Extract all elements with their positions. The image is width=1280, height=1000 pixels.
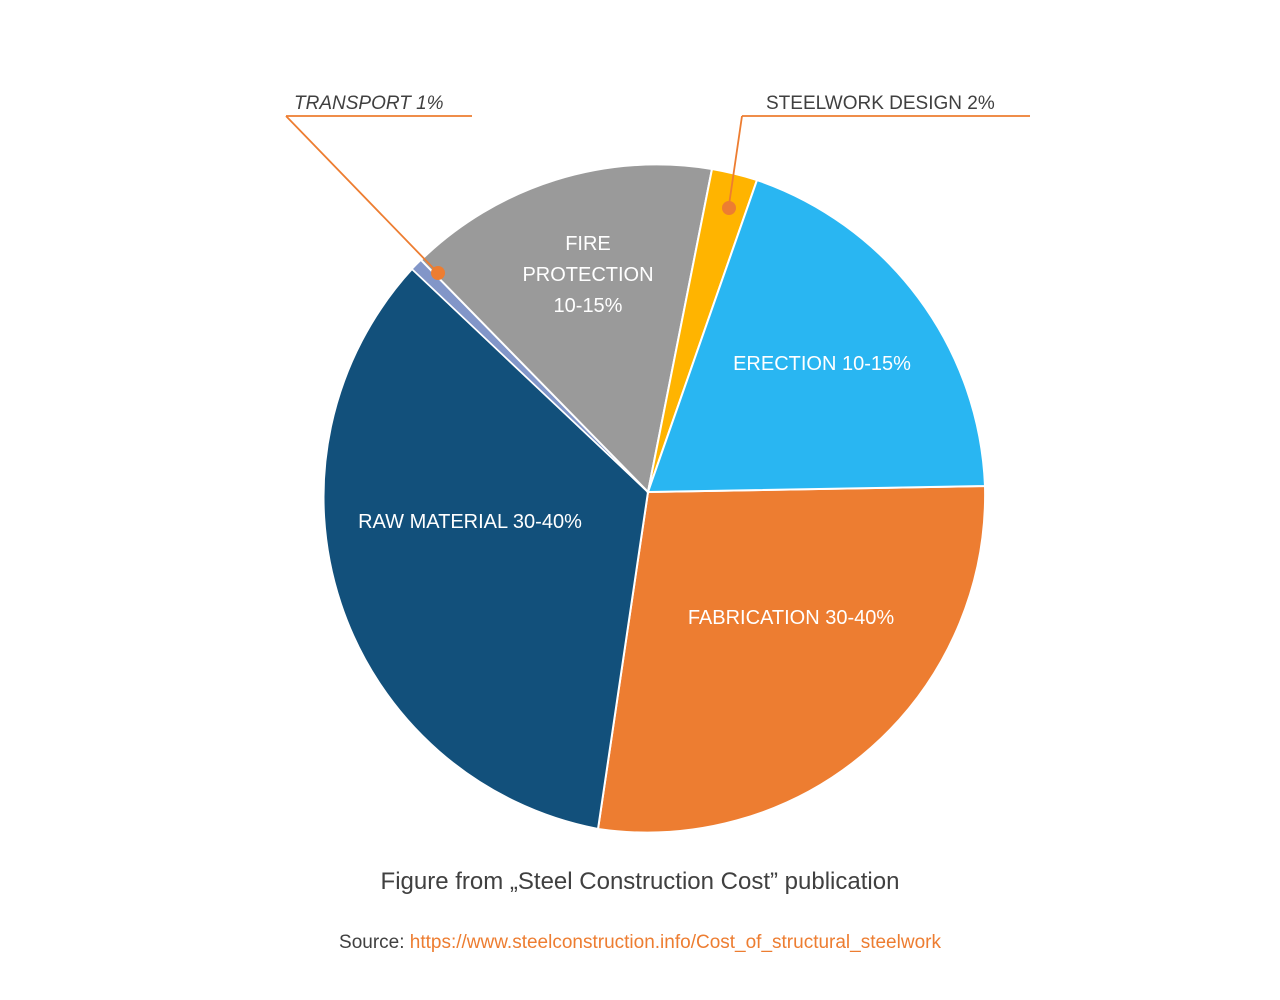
callout-transport-dot: [431, 266, 445, 280]
pie-slices: [324, 164, 986, 832]
slice-label-fabrication: FABRICATION 30-40%: [687, 607, 895, 629]
slice-label-fire-protection-line2: PROTECTION: [522, 264, 654, 286]
source-link[interactable]: https://www.steelconstruction.info/Cost_of_structural_steelwork: [409, 932, 941, 953]
callout-label-steelwork-design: STEELWORK DESIGN 2%: [766, 93, 995, 114]
figure-caption: Figure from „Steel Construction Cost” publication: [380, 868, 900, 895]
slice-label-fire-protection-line3: 10-15%: [553, 295, 623, 317]
slice-label-fire-protection-line1: FIRE: [565, 233, 611, 255]
callout-transport-leader: [286, 116, 438, 273]
source-label: Source:: [339, 932, 410, 953]
source-line: [0, 932, 1280, 954]
slice-label-raw-material: RAW MATERIAL 30-40%: [358, 511, 582, 533]
callout-steelwork-dot: [722, 201, 736, 215]
callout-label-transport: TRANSPORT 1%: [294, 93, 444, 114]
slice-label-erection: ERECTION 10-15%: [733, 353, 911, 375]
pie-slice-fabrication[interactable]: [598, 486, 985, 833]
